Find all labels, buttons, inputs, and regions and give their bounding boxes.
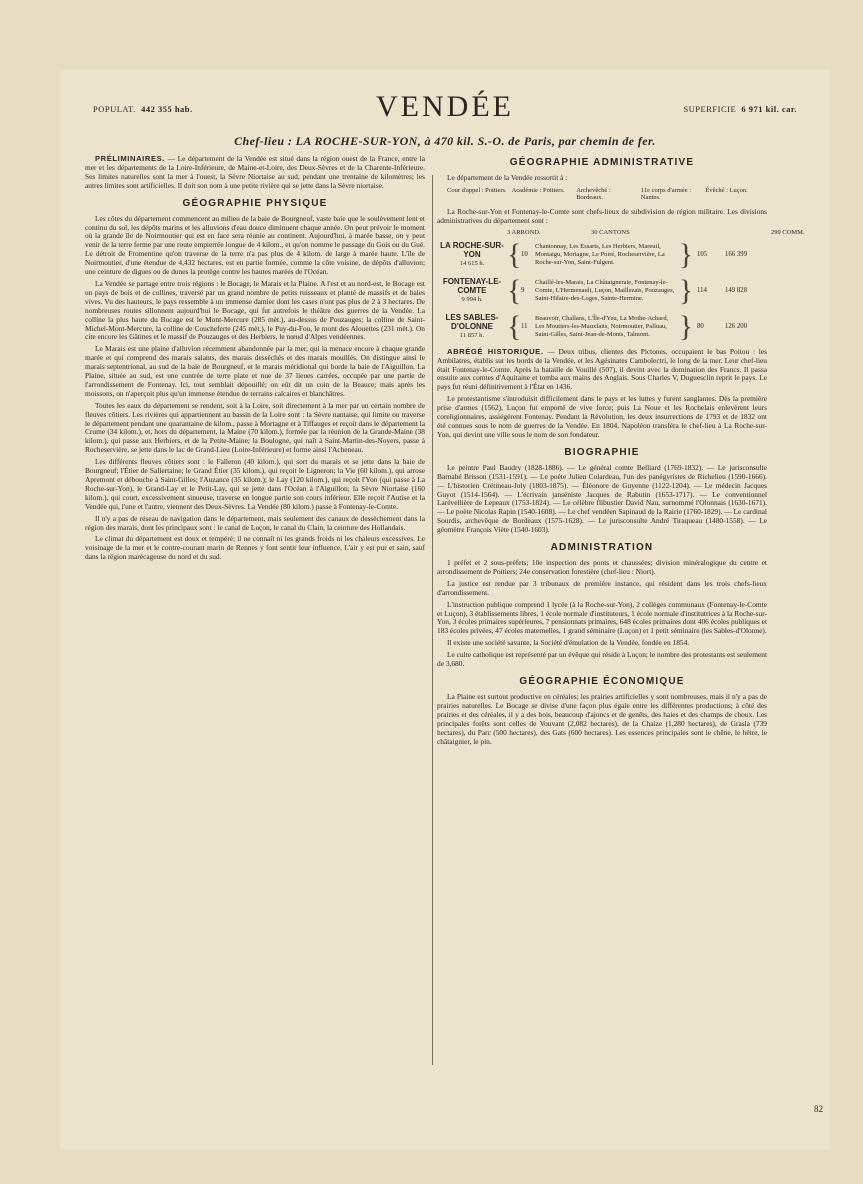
page-subtitle: Chef-lieu : LA ROCHE-SUR-YON, à 470 kil. S.-O. de Paris, par chemin de fer. [234,134,656,148]
preliminaires-paragraph: PRÉLIMINAIRES. — Le département de la Vendée est situé dans la région ouest de la France, entre la mer et les départements de la Loire-Inférieure, de Maine-et-Loire, des Deux-Sèvres et de la Charente-Inférieure. Ses limites naturelles sont la mer à l'ouest, la Sèvre Niortaise au sud, pendant une trentaine de kilomètres; les autres limites sont artificielles. Il doit son nom à une petite rivière qui se jette dans la Sèvre niortaise. [85,154,425,190]
canton-count: 9 [521,286,525,294]
column-divider [432,175,433,1065]
canton-list: Chaillé-les-Marais, La Châtaigneraie, Fontenay-le-Comte, L'Hermenault, Luçon, Maillezais, Pouzauges, Saint-Hilaire-des-Loges, Sainte-Hermine. [535,279,675,302]
body-paragraph: Les différents fleuves côtiers sont : le Falleron (40 kilom.), qui sort du marais et se jette dans la baie de Bourgneuf; l'Étier de Sallertaine; le Grand Étier (35 kilom.), qui reçoit le Ligneron; la Vie (60 kilom.), qui arrose Apremont et débouche à Saint-Gilles; l'Auzance (35 kilom.); le Lay (120 kilom.), qui reçoit l'Yon (qui passe à La Roche-sur-Yon), le Grand-Lay et le Petit-Lay, qui se jette dans l'Océan à l'Aiguillon; la Sèvre Niortaise (160 kilom.), qui court, excessivement sinueuse, traverse en longue partie son cours inférieur. Elle reçoit l'Autise et la Vendée qui, l'une et l'autre, viennent des Deux-Sèvres. La Vendée (80 kilom.) passe à Fontenay-le-Comte. [85,457,425,511]
arrondissements-header: 3 ARROND. 30 CANTONS 299 COMM. [507,228,805,236]
jurisdiction-item: Archevêché : Bordeaux. [576,186,611,202]
jurisdiction-item: Cour d'appel : Poitiers. [447,186,507,194]
jurisdictions-list [447,187,767,202]
arrondissement-name: FONTENAY-LE-COMTE 9 994 h. [442,277,502,304]
jurisdiction-item: Académie : Poitiers. [511,186,565,194]
commune-count: 105 [697,250,708,258]
arrondissement-name: LA ROCHE-SUR-YON 14 615 h. [440,241,504,268]
arrondissement-name: LES SABLES-D'OLONNE 11 857 h. [445,313,499,340]
canton-count: 11 [521,322,528,330]
geographie-economique-heading: GÉOGRAPHIE ÉCONOMIQUE [519,676,685,687]
surface: SUPERFICIE 6 971 kil. car. [683,104,797,114]
population: POPULAT. 442 355 hab. [93,104,193,114]
geographie-physique-heading: GÉOGRAPHIE PHYSIQUE [182,197,328,209]
page-header [85,90,805,160]
body-paragraph: La Vendée se partage entre trois régions : le Bocage, le Marais et la Plaine. A l'est et au nord-est, le Bocage est un pays de bois et de collines, traversé par un grand nombre de petits ruisseaux et planté de massifs et de haies vives. Vu des hauteurs, le pays ressemble à un immense damier dont les cases n'ont pas plus de 2 à 3 hectares. De nombreuses routes sillonnent aujourd'hui le Bocage, qui fut autrefois le théâtre des guerres de la Vendée. La colline la plus haute du Bocage est le Mont-Mercure (285 mèt.), au-dessus de Pouzauges; la colline de Saint-Michel-Mont-Mercure, la colline de Coucheferte (245 mèt.), le Puy-du-Fou, le mont des Alouettes (231 mèt.). On cite encore les Gâtines et le massif de Pouzauges et des Herbiers, le nœud d'Alpes vendéennes. [85,278,425,342]
canton-count: 10 [521,250,528,258]
body-paragraph: Il n'y a pas de réseau de navigation dans le département, mais seulement des canaux de dessèchement dans la région des marais, dont les principaux sont : le canal de Luçon, le canal du Clain, la ceinture des Hollandais. [85,513,425,532]
body-paragraph: Toutes les eaux du département se rendent, soit à la Loire, soit directement à la mer par un certain nombre de fleuves côtiers. Les rivières qui appartiennent au bassin de la Loire sont : la Sèvre nantaise, qui limite ou traverse le département pendant une quarantaine de kilom., passe à Mortagne et à Tiffauges et reçoit dans le département la Crume (34 kilom.), et, hors du département, la Maine (70 kilom.), formée par la réunion de la Grande-Maine (38 kilom.), qui passe aux Herbiers, et de la Petite-Maine; la Boulogne, qui naît à Saint-Martin-des-Noyers, passe à Rocheservière, se jette dans le lac de Grand-Lieu (Loire-Inférieure) et forme ainsi l'Acheneau. [85,400,425,455]
body-paragraph: La Plaine est surtout productive en céréales; les prairies artificielles y sont nombreuses, mais il n'y a pas de prairies naturelles. Le Bocage se divise d'une façon plus égale entre les différentes productions; à côté des prairies et des céréales, il y a des bois, beaucoup d'ajoncs et de genêts, des haies et des champs de choux. Les principales forêts sont celles de Vouvant (2,082 hectares), de la Chaize (1,280 hectares), de Grasla (739 hectares), du Parc (500 hectares), des Gats (600 hectares). Les essences principales sont le chêne, le hêtre, le châtaignier, le pin. [437,692,767,746]
body-paragraph: Le culte catholique est représenté par un évêque qui réside à Luçon; le nombre des protestants est seulement de 3,680. [437,650,767,669]
body-paragraph: La Roche-sur-Yon et Fontenay-le-Comte sont chefs-lieux de subdivision de région militaire. Les divisions administratives du département sont : [437,206,767,225]
jurisdiction-item: 11e corps d'armée : Nantes. [640,186,691,202]
abrege-historique-paragraph: ABRÉGÉ HISTORIQUE. — Deux tribus, clientes des Pictones, occupaient le bas Poitou : les Ambilatres, établis sur les bords de la Vendée, et les Agésinates Cambolectri, le long de la mer. Leur chef-lieu était Fontenay-le-Comte. Après la bataille de Vouillé (507), il devint avec la domination des Francs. Il passa ensuite aux comtes d'Aquitaine et tomba aux mains des Anglais. Sous Charles V, Duguesclin reprit le pays. Le pays fut réuni définitivement à l'État en 1436. [437,346,768,392]
body-paragraph: Le protestantisme s'introduisit difficilement dans le pays et les luttes y furent sanglantes. Dès la première prise d'armes (1562), Luçon fut emporté de vive force; puis La Noue et les Rochelais enlevèrent leurs coreligionnaires, assiégèrent Fontenay. Pendant la Révolution, les deux insurrections de 1793 et de 1832 ont été connues sous le nom de guerres de la Vendée. En 1804, Napoléon transféra le chef-lieu à La Roche-sur-Yon, qui devint une ville sous le nom de son fondateur. [437,394,767,439]
arrondissement-row: LES SABLES-D'OLONNE 11 857 h. { 11 Beauvoir, Challans, L'Île-d'Yeu, La Mothe-Achard, Les Moutiers-les-Mauxfaits, Noirmoutier, Palluau, Saint-Gilles, Saint-Jean-de-Monts, Talmont. } 80 126 200 [437,312,767,342]
commune-count: 80 [697,322,704,330]
body-paragraph: La justice est rendue par 3 tribunaux de première instance, qui résident dans les trois chefs-lieux d'arrondissement. [437,578,767,597]
left-column [85,155,425,1055]
commune-count: 114 [697,286,707,294]
body-paragraph: Le Marais est une plaine d'alluvion récemment abandonnée par la mer, qui la menace encore à chaque grande marée et qui comprend des marais salants, des marais desséchés et des marais mouillés. On distingue ainsi le marais septentrional, au sud de la baie de Bourgneuf, et le marais méridional qui borde la baie de l'Aiguillon. La Plaine, située au sud, est une contrée de terre plate et nue de 37 lieues carrées, occupée par une partie de l'arrondissement de Fontenay. Ici, tout semblait dépouillé; on eût dit un coin de la Beauce; mais après les moissons, on n'aperçoit plus qu'un immense étendue de terrains calcaires et blanchâtres. [85,344,425,398]
arrondissement-row: LA ROCHE-SUR-YON 14 615 h. { 10 Chantonnay, Les Essarts, Les Herbiers, Mareuil, Montaigu, Mortagne, Le Poiré, Rocheservière, La Roche-sur-Yon, Saint-Fulgent. } 105 166 399 [437,240,767,270]
inhabitants: 149 828 [725,286,748,294]
body-paragraph: Le département de la Vendée ressortit à : [447,173,568,182]
jurisdiction-item: Évêché : Luçon. [705,186,748,194]
body-paragraph: L'instruction publique comprend 1 lycée (à la Roche-sur-Yon), 2 collèges communaux (Fontenay-le-Comte et Luçon), 3 établissements libres, 1 école normale d'instituteurs, 1 école normale d'institutrices à la Roche-sur-Yon, 3 écoles primaires supérieures, 7 pensionnats primaires, 648 écoles primaires dont 406 écoles publiques et 183 écoles privées, 47 écoles maternelles, 1 grand séminaire (Luçon) et 1 petit séminaire (les Sables-d'Olonne). [437,599,767,636]
canton-list: Beauvoir, Challans, L'Île-d'Yeu, La Mothe-Achard, Les Moutiers-les-Mauxfaits, Noirmoutier, Palluau, Saint-Gilles, Saint-Jean-de-Monts, Talmont. [535,315,669,338]
right-column [437,155,805,1115]
biographie-heading: BIOGRAPHIE [564,446,640,458]
body-paragraph: Il existe une société savante, la Société d'émulation de la Vendée, fondée en 1854. [447,638,690,648]
arrondissement-row: FONTENAY-LE-COMTE 9 994 h. { 9 Chaillé-les-Marais, La Châtaigneraie, Fontenay-le-Comte, L'Hermenault, Luçon, Maillezais, Pouzauges, Saint-Hilaire-des-Loges, Sainte-Hermine. } 114 149 828 [437,276,767,306]
body-paragraph: Le climat du département est doux et tempéré; il ne connaît ni les grands froids ni les chaleurs excessives. Le voisinage de la mer et le contre-courant marin de Rennes y font sentir leur influence. L'air y est pur et sain, sauf dans la région marécageuse du nord et du sud. [85,534,425,562]
page-number: 82 [814,1104,823,1114]
geographie-administrative-heading: GÉOGRAPHIE ADMINISTRATIVE [509,157,695,168]
body-paragraph: Le peintre Paul Baudry (1828-1886). — Le général comte Belliard (1769-1832). — Le jurisconsulte Barnabé Brisson (1531-1591). — Le poète Julien Colardeau, l'un des panégyristes de Richelieu (1590-1666). — L'historien Crétineau-Joly (1803-1875). — Éléonore de Guyenne (1122-1204). — Le médecin Jacques Guyot (1514-1564). — L'écrivain janséniste Jacques de Rabutin (1653-1717). — Le conventionnel Larévellière de Lepeaux (1753-1824). — Le célèbre flibustier David Nau, surnommé l'Olonnais (1630-1671). — Le poète Nicolas Rapin (1540-1608). — Le chef vendéen Sapinaud de la Rairie (1760-1829). — Le cardinal Sourdis, archevêque de Bordeaux (1575-1628). — Le jurisconsulte André Tiraqueau (1480-1558). — Le géomètre François Viète (1540-1603). [437,462,767,535]
inhabitants: 126 200 [725,322,748,330]
body-paragraph: Les côtes du département commencent au milieu de la baie de Bourgneuf, vaste baie que le soulèvement lent et continu du sol, les dépôts marins et les alluvions d'eau douce diminuent chaque année. On peut prévoir le moment où la grande île de Noirmoutier qui est en face sera réunie au continent. Aujourd'hui, à marée basse, on y peut venir de la terre ferme par une route empierrée longue de 4 kilom., et qu'on nomme le passage du Gois ou du Gué. Le détroit de Fromentine qu'on traverse de la terre n'a pas plus de 4 kilom. de large à marée haute. L'île de Noirmoutier, d'une étendue de 4,432 hectares, est en partie formée, comme la côte voisine, de dépôts d'alluvion; une ceinture de digues ou de dunes la protège contre les hautes marées de l'Océan. [85,213,425,277]
body-paragraph: 1 préfet et 2 sous-préfets; 10e inspection des ponts et chaussées; division minéralogique du centre et arrondissement de Poitiers; 24e conservation forestière (chef-lieu : Niort). [437,558,767,576]
page-title: VENDÉE [376,90,514,123]
canton-list: Chantonnay, Les Essarts, Les Herbiers, Mareuil, Montaigu, Mortagne, Le Poiré, Rocheservière, La Roche-sur-Yon, Saint-Fulgent. [535,243,665,266]
inhabitants: 166 399 [725,250,748,258]
administration-heading: ADMINISTRATION [550,542,654,554]
